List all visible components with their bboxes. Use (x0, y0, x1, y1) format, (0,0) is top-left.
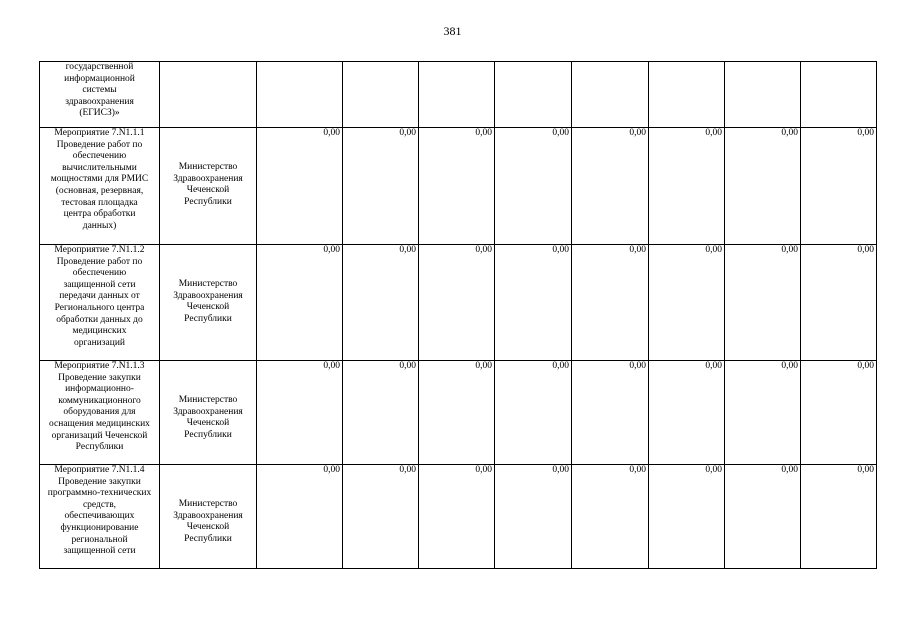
value-cell (649, 62, 725, 128)
value-cell (343, 62, 419, 128)
executor-cell: Министерство Здравоохранения Чеченской Республики (160, 361, 257, 465)
value-cell (495, 62, 572, 128)
value-cell (257, 62, 343, 128)
budget-table (39, 61, 877, 569)
measure-name-cell: Мероприятие 7.N1.1.4 Проведение закупки программно-технических средств, обеспечивающих функционирование региональной защищенной сети (40, 465, 160, 569)
executor-cell: Министерство Здравоохранения Чеченской Республики (160, 465, 257, 569)
measure-name-cell: государственной информационной системы здравоохранения (ЕГИСЗ)» (40, 62, 160, 128)
value-cell: 0,00 (343, 245, 419, 361)
value-cell: 0,00 (801, 128, 877, 245)
executor-cell: Министерство Здравоохранения Чеченской Республики (160, 128, 257, 245)
value-cell: 0,00 (257, 245, 343, 361)
value-cell: 0,00 (572, 465, 649, 569)
value-cell: 0,00 (343, 465, 419, 569)
value-cell: 0,00 (649, 245, 725, 361)
value-cell: 0,00 (495, 245, 572, 361)
value-cell: 0,00 (257, 128, 343, 245)
value-cell: 0,00 (495, 361, 572, 465)
table-row (40, 245, 877, 361)
value-cell: 0,00 (725, 361, 801, 465)
value-cell: 0,00 (801, 245, 877, 361)
value-cell: 0,00 (257, 465, 343, 569)
value-cell: 0,00 (649, 361, 725, 465)
value-cell: 0,00 (801, 465, 877, 569)
value-cell: 0,00 (419, 245, 495, 361)
value-cell: 0,00 (572, 128, 649, 245)
executor-cell: Министерство Здравоохранения Чеченской Республики (160, 245, 257, 361)
measure-name-cell: Мероприятие 7.N1.1.1 Проведение работ по обеспечению вычислительными мощностями для РМИС (основная, резервная, тестовая площадка центра обработки данных) (40, 128, 160, 245)
table-row (40, 361, 877, 465)
value-cell: 0,00 (725, 245, 801, 361)
measure-name-cell: Мероприятие 7.N1.1.3 Проведение закупки информационно- коммуникационного оборудования для оснащения медицинских организаций Чеченской Республики (40, 361, 160, 465)
value-cell: 0,00 (495, 128, 572, 245)
value-cell: 0,00 (725, 128, 801, 245)
value-cell (572, 62, 649, 128)
value-cell: 0,00 (419, 361, 495, 465)
value-cell: 0,00 (572, 361, 649, 465)
value-cell (419, 62, 495, 128)
table-row (40, 62, 877, 128)
value-cell: 0,00 (572, 245, 649, 361)
value-cell: 0,00 (801, 361, 877, 465)
value-cell: 0,00 (725, 465, 801, 569)
measure-name-cell: Мероприятие 7.N1.1.2 Проведение работ по обеспечению защищенной сети передачи данных от Регионального центра обработки данных до медицинских организаций (40, 245, 160, 361)
value-cell: 0,00 (419, 128, 495, 245)
page-number: 381 (443, 24, 462, 38)
value-cell: 0,00 (257, 361, 343, 465)
value-cell (725, 62, 801, 128)
value-cell: 0,00 (649, 128, 725, 245)
value-cell: 0,00 (649, 465, 725, 569)
value-cell: 0,00 (343, 128, 419, 245)
table-row (40, 128, 877, 245)
value-cell: 0,00 (343, 361, 419, 465)
value-cell: 0,00 (419, 465, 495, 569)
value-cell (801, 62, 877, 128)
executor-cell (160, 62, 257, 128)
value-cell: 0,00 (495, 465, 572, 569)
table-row (40, 465, 877, 569)
